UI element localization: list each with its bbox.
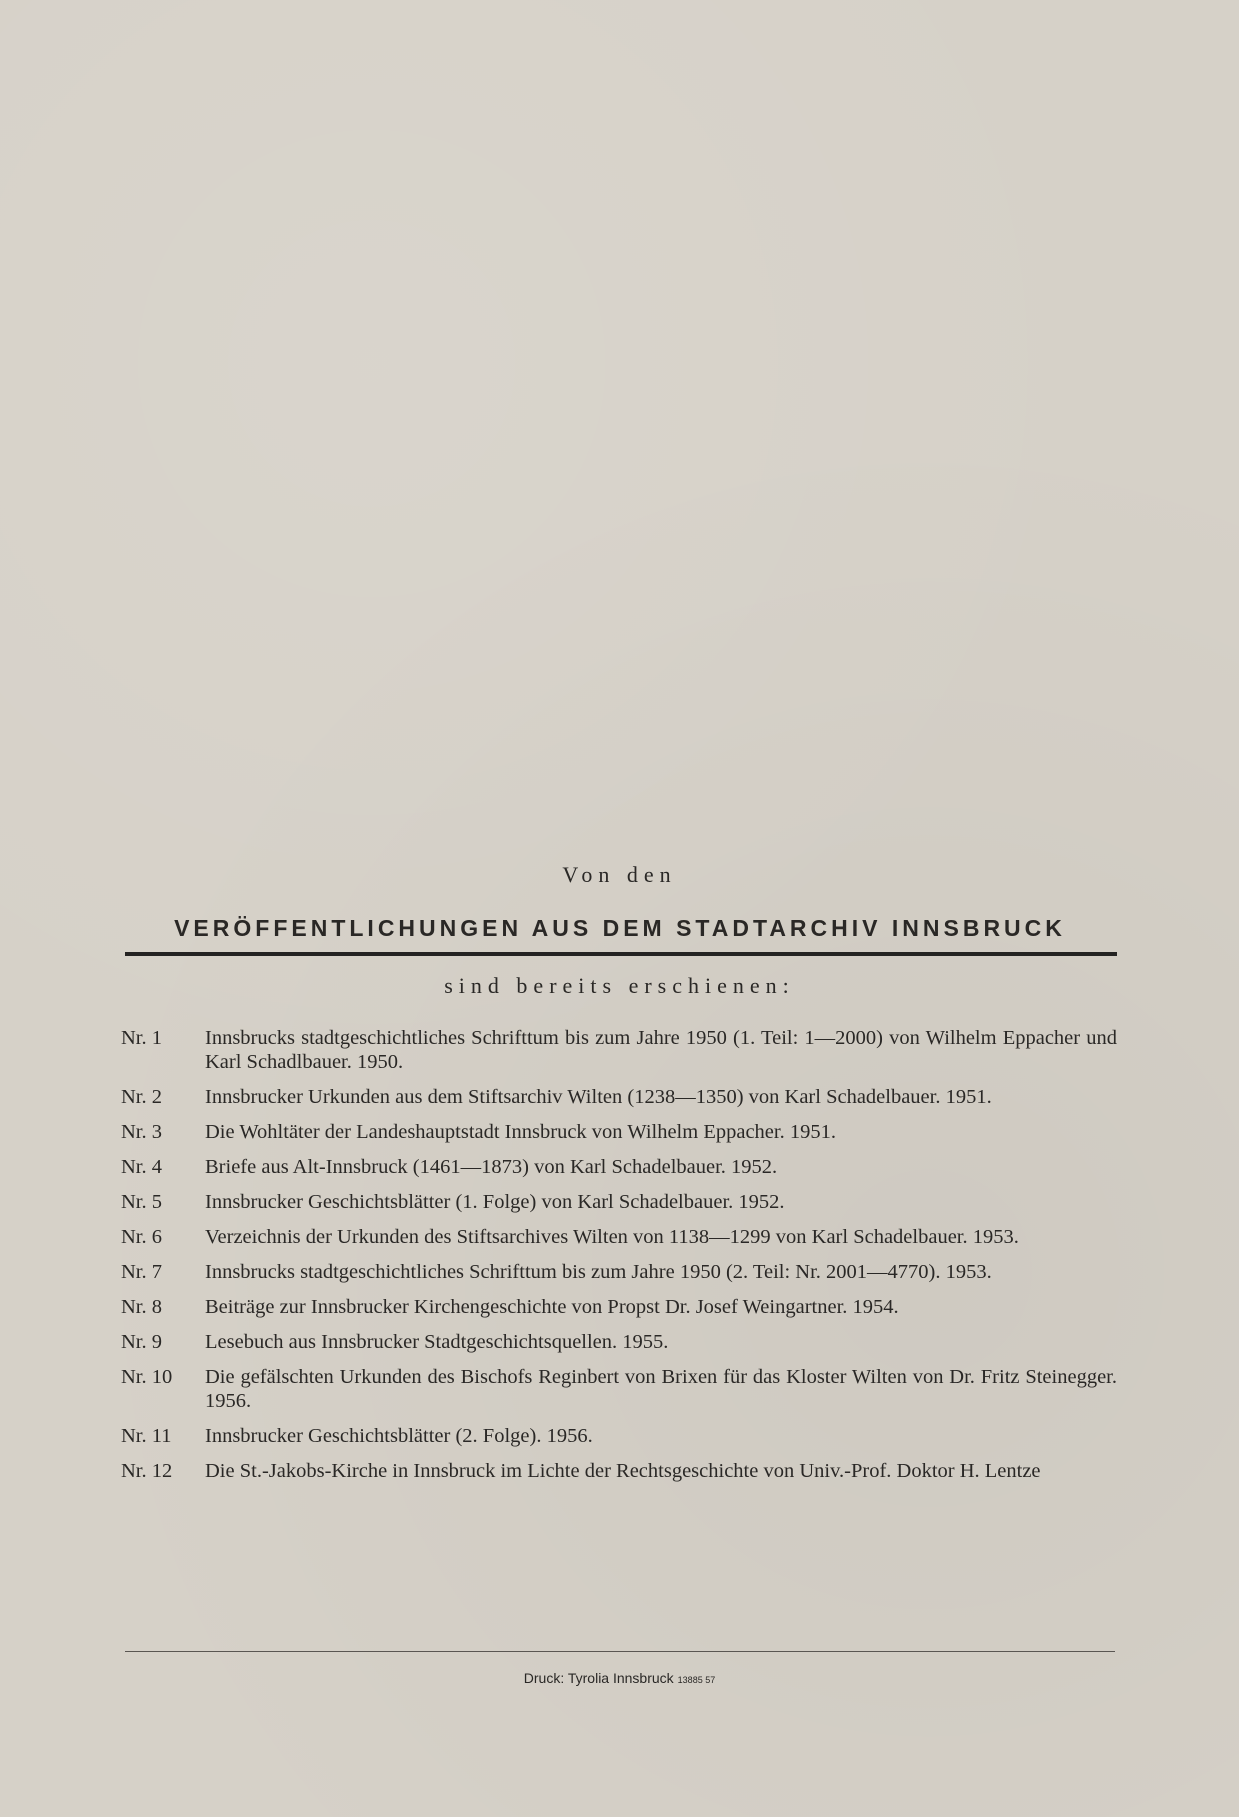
title-underline (125, 952, 1117, 956)
footer-divider (125, 1651, 1115, 1652)
publication-entry (121, 1085, 1117, 1109)
entry-number: Nr. 3 (121, 1121, 162, 1143)
entry-title: Briefe aus Alt-Innsbruck (1461—1873) von Karl Schadelbauer. 1952. (205, 1156, 778, 1178)
series-title: VERÖFFENTLICHUNGEN AUS DEM STADTARCHIV INNSBRUCK (174, 915, 1066, 941)
publication-list (121, 1026, 1117, 1494)
publication-entry (121, 1026, 1117, 1074)
entry-title: Die Wohltäter der Landeshauptstadt Innsbruck von Wilhelm Eppacher. 1951. (205, 1121, 836, 1143)
entry-title: Innsbrucker Geschichtsblätter (1. Folge) von Karl Schadelbauer. 1952. (205, 1191, 785, 1213)
publication-entry (121, 1365, 1117, 1413)
entry-title: Die St.-Jakobs-Kirche in Innsbruck im Lichte der Rechtsgeschichte von Univ.-Prof. Doktor H. Lentze (205, 1460, 1041, 1482)
intro-line: Von den (562, 862, 677, 887)
entry-number: Nr. 9 (121, 1331, 162, 1353)
publication-entry (121, 1459, 1117, 1483)
entry-title: Die gefälschten Urkunden des Bischofs Reginbert von Brixen für das Kloster Wilten von Dr. Fritz Steinegger. 1956. (205, 1366, 1117, 1412)
publication-entry (121, 1260, 1117, 1284)
entry-number: Nr. 12 (121, 1460, 173, 1482)
publication-entry (121, 1424, 1117, 1448)
publication-entry (121, 1190, 1117, 1214)
printer-label: Druck: Tyrolia Innsbruck (523, 1670, 674, 1686)
entry-number: Nr. 10 (121, 1366, 173, 1388)
entry-title: Innsbrucker Urkunden aus dem Stiftsarchiv Wilten (1238—1350) von Karl Schadelbauer. 1951. (205, 1086, 992, 1108)
printer-code: 13885 57 (677, 1675, 716, 1685)
publication-entry (121, 1155, 1117, 1179)
entry-number: Nr. 2 (121, 1086, 162, 1108)
entry-title: Lesebuch aus Innsbrucker Stadtgeschichtsquellen. 1955. (205, 1331, 669, 1353)
publication-entry (121, 1120, 1117, 1144)
entry-number: Nr. 11 (121, 1425, 172, 1447)
entry-title: Verzeichnis der Urkunden des Stiftsarchives Wilten von 1138—1299 von Karl Schadelbauer. 1953. (205, 1226, 1019, 1248)
subtitle: sind bereits erschienen: (444, 973, 795, 998)
entry-number: Nr. 1 (121, 1027, 162, 1049)
publication-entry (121, 1330, 1117, 1354)
entry-title: Innsbrucks stadtgeschichtliches Schrifttum bis zum Jahre 1950 (1. Teil: 1—2000) von Wilhelm Eppacher und Karl Schadlbauer. 1950. (205, 1027, 1117, 1073)
entry-title: Innsbrucks stadtgeschichtliches Schrifttum bis zum Jahre 1950 (2. Teil: Nr. 2001—4770). 1953. (205, 1261, 992, 1283)
entry-number: Nr. 6 (121, 1226, 162, 1248)
publication-entry (121, 1295, 1117, 1319)
entry-title: Beiträge zur Innsbrucker Kirchengeschichte von Propst Dr. Josef Weingartner. 1954. (205, 1296, 899, 1318)
entry-number: Nr. 5 (121, 1191, 162, 1213)
entry-number: Nr. 8 (121, 1296, 162, 1318)
printer-imprint (0, 1670, 1239, 1686)
publication-entry (121, 1225, 1117, 1249)
entry-number: Nr. 7 (121, 1261, 162, 1283)
entry-number: Nr. 4 (121, 1156, 162, 1178)
entry-title: Innsbrucker Geschichtsblätter (2. Folge). 1956. (205, 1425, 593, 1447)
